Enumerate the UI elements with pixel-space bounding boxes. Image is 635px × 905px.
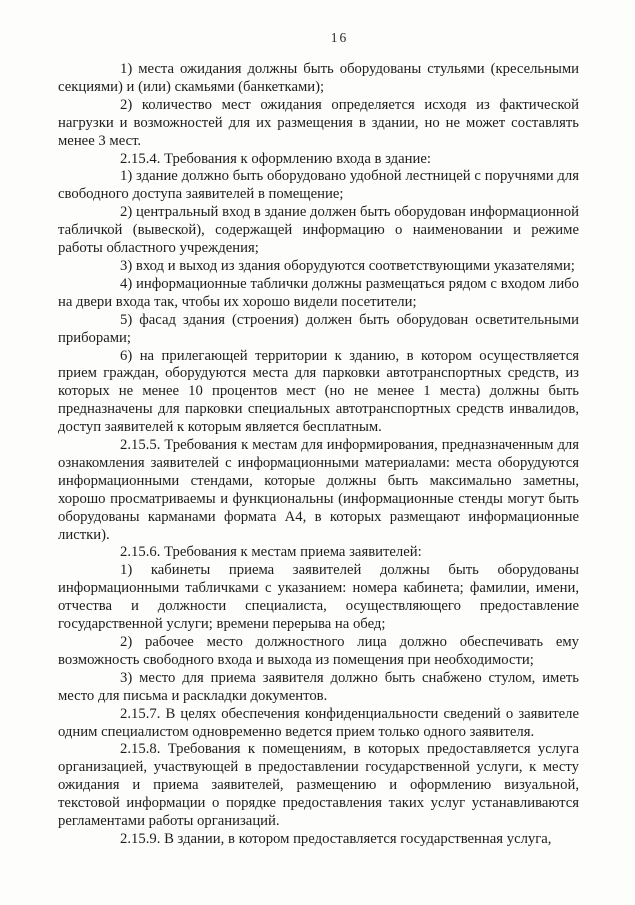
paragraph: 3) место для приема заявителя должно быть снабжено стулом, иметь место для письма и раскладки документов.	[58, 669, 579, 704]
paragraph: 2.15.4. Требования к оформлению входа в здание:	[120, 150, 431, 167]
paragraph: 1) кабинеты приема заявителей должны быть оборудованы информационными табличками с указанием: номера кабинета; фамилии, имени, отчества и должности специалиста, осуществляющего предоставление государственной услуги; времени перерыва на обед;	[58, 562, 579, 633]
paragraph: 1) здание должно быть оборудовано удобной лестницей с поручнями для свободного доступа заявителей в помещение;	[58, 168, 579, 203]
paragraph: 2) количество мест ожидания определяется исходя из фактической нагрузки и возможностей для их размещения в здании, но не может составлять менее 3 мест.	[58, 96, 579, 149]
paragraph: 5) фасад здания (строения) должен быть оборудован осветительными приборами;	[58, 311, 579, 346]
paragraph: 2) центральный вход в здание должен быть оборудован информационной табличкой (вывеской), содержащей информацию о наименовании и режиме работы областного учреждения;	[58, 204, 579, 257]
document-body	[58, 61, 579, 849]
paragraph: 2) рабочее место должностного лица должно обеспечивать ему возможность свободного входа и выхода из помещения при необходимости;	[58, 634, 579, 668]
paragraph: 1) места ожидания должны быть оборудованы стульями (кресельными секциями) и (или) скамьями (банкетками);	[58, 61, 579, 95]
paragraph: 4) информационные таблички должны размещаться рядом с входом либо на двери входа так, чтобы их хорошо видели посетители;	[58, 275, 579, 310]
paragraph: 2.15.9. В здании, в котором предоставляется государственная услуга,	[120, 830, 552, 847]
paragraph: 2.15.6. Требования к местам приема заявителей:	[120, 544, 422, 561]
paragraph: 2.15.8. Требования к помещениям, в которых предоставляется услуга организацией, участвующей в предоставлении государственной услуги, к месту ожидания и приема заявителей, размещению и оформлению визуальной, текстовой информации о порядке предоставления таких услуг устанавливаются регламентами работы организаций.	[58, 741, 579, 830]
paragraph: 2.15.5. Требования к местам для информирования, предназначенным для ознакомления заявителей с информационными материалами: места оборудуются информационными стендами, которые должны быть максимально заметны, хорошо просматриваемы и функциональны (информационные стенды могут быть оборудованы карманами формата А4, в которых размещают информационные листки).	[58, 437, 579, 543]
paragraph: 2.15.7. В целях обеспечения конфиденциальности сведений о заявителе одним специалистом одновременно ведется прием только одного заявителя.	[58, 705, 579, 740]
page-number: 16	[330, 30, 349, 45]
paragraph: 3) вход и выход из здания оборудуются соответствующими указателями;	[120, 257, 575, 274]
paragraph: 6) на прилегающей территории к зданию, в котором осуществляется прием граждан, оборудуются места для парковки автотранспортных средств, из которых не менее 10 процентов мест (но не менее 1 места) должны быть предназначены для парковки специальных автотранспортных средств инвалидов, доступ заявителей к которым является бесплатным.	[58, 347, 579, 436]
